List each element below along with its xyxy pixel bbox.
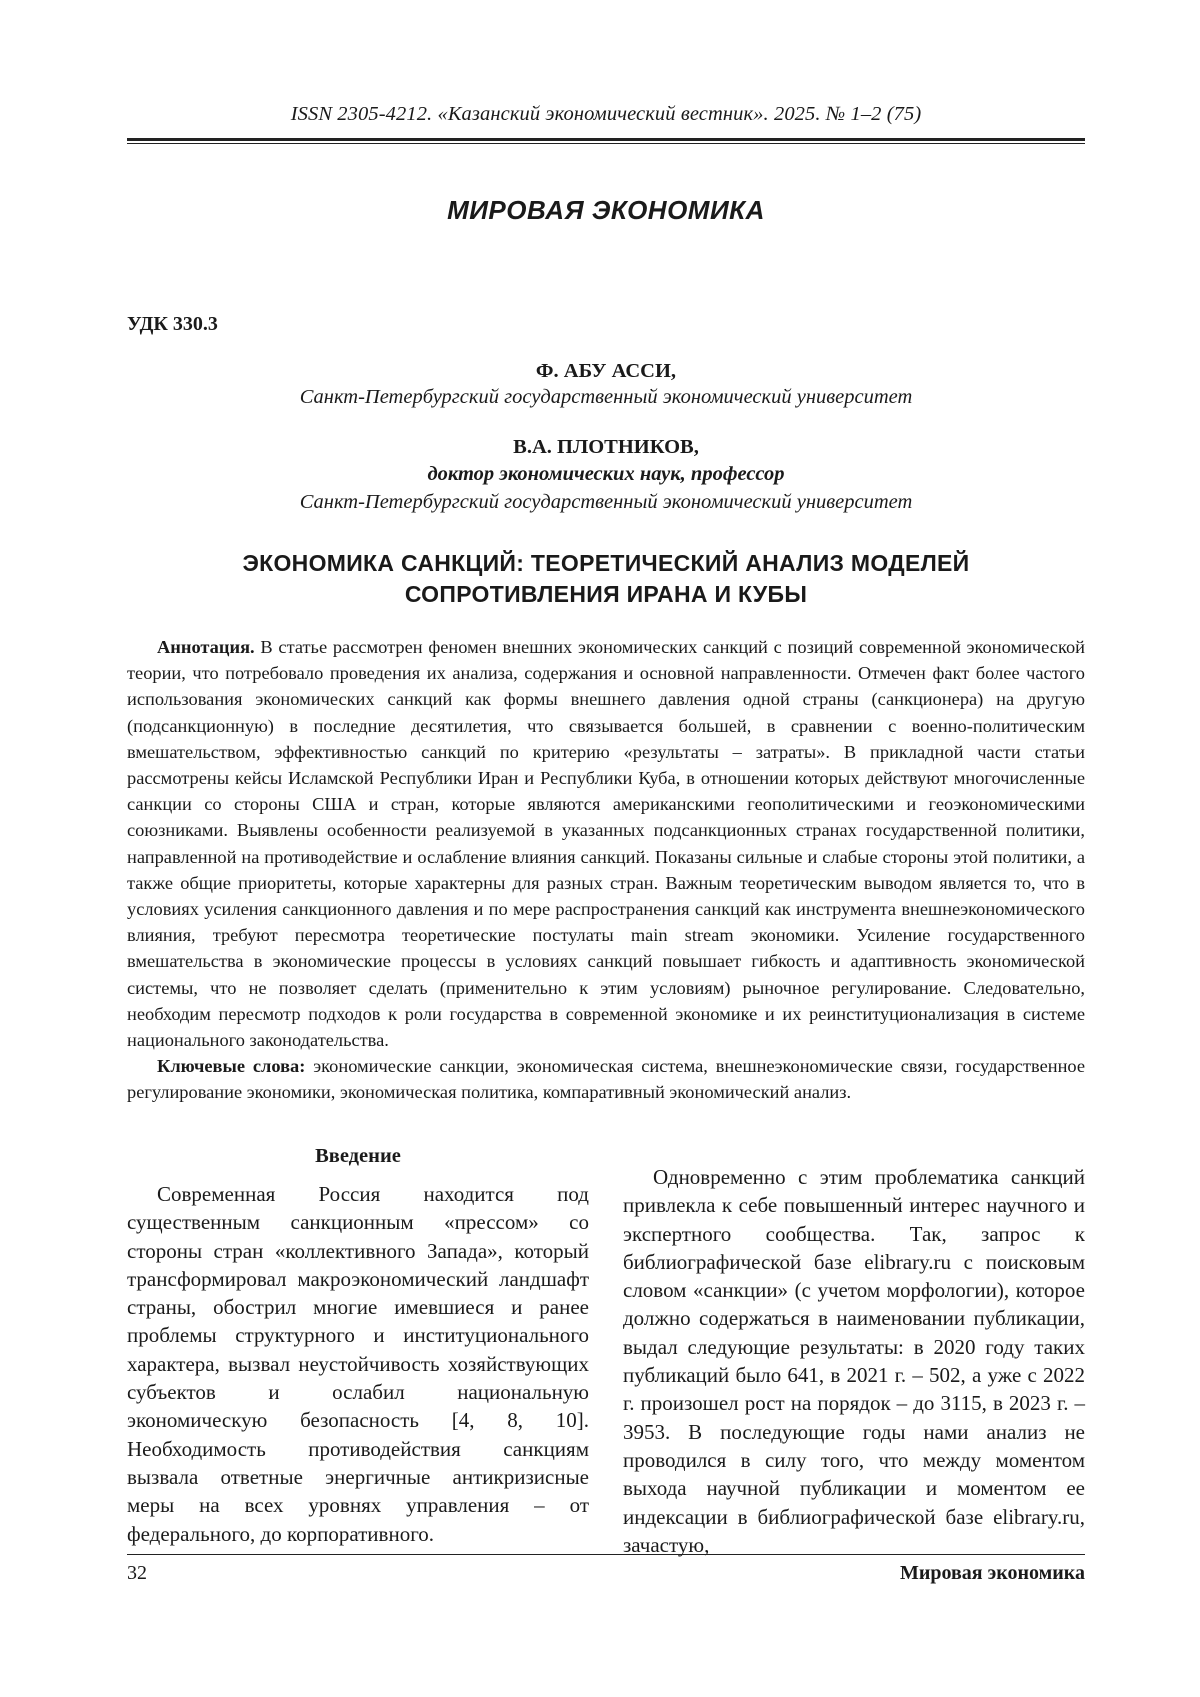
- author-2-degree: доктор экономических наук, профессор: [427, 463, 785, 485]
- abstract-text: В статье рассмотрен феномен внешних экономических санкций с позиций современной экономической теории, что потребовало проведения их анализа, содержания и основной направленности. Отмечен факт более частого использования экономических санкций как формы внешнего давления одной страны (санкционера) на другую (подсанкционную) в последние десятилетия, что связывается большей, в сравнении с военно-политическим вмешательством, эффективностью санкций по критерию «результаты – затраты». В прикладной части статьи рассмотрены кейсы Исламской Республики Иран и Республики Куба, в отношении которых действуют многочисленные санкции со стороны США и стран, которые являются американскими геополитическими и геоэкономическими союзниками. Выявлены особенности реализуемой в указанных подсанкционных странах государственной политики, направленной на противодействие и ослабление влияния санкций. Показаны сильные и слабые стороны этой политики, а также общие приоритеты, которые характерны для разных стран. Важным теоретическим выводом является то, что в условиях усиления санкционного давления и по мере распространения санкций как инструмента внешнеэкономического влияния, требуют пересмотра теоретические постулаты main stream экономики. Усиление государственного вмешательства в экономические процессы в условиях санкций повышает гибкость и адаптивность экономической системы, что не позволяет сделать (применительно к этим условиям) рыночное регулирование. Следовательно, необходим пересмотр подходов к роли государства в современной экономике и их реинституционализация в системе национального законодательства.: [127, 637, 1085, 1051]
- abstract-paragraph: [127, 634, 1085, 1053]
- keywords-label: Ключевые слова:: [157, 1056, 306, 1077]
- intro-right-paragraph: Одновременно с этим проблематика санкций привлекла к себе повышенный интерес научного и экспертного сообщества. Так, запрос к библиографической базе elibrary.ru с поисковым словом «санкции» (с учетом морфологии), которое должно содержаться в наименовании публикации, выдал следующие результаты: в 2020 году таких публикаций было 641, в 2021 г. – 502, а уже с 2022 г. произошел рост на порядок – до 3115, в 2023 г. – 3953. В последующие годы нами анализ не проводился в силу того, что между моментом выхода научной публикации и моментом ее индексации в библиографической базе elibrary.ru, зачастую,: [623, 1165, 1085, 1557]
- footer-rule: [127, 1554, 1085, 1555]
- abstract-block: [127, 634, 1085, 1106]
- intro-heading: Введение: [315, 1145, 401, 1167]
- udk-code: УДК 330.3: [127, 313, 218, 335]
- page-number: 32: [127, 1562, 147, 1584]
- author-1-affiliation: Санкт-Петербургский государственный экономический университет: [299, 386, 913, 408]
- right-column: [623, 1163, 1085, 1559]
- keywords-text: экономические санкции, экономическая система, внешнеэкономические связи, государственное регулирование экономики, экономическая политика, компаративный экономический анализ.: [127, 1056, 1086, 1103]
- article-title-line-2: СОПРОТИВЛЕНИЯ ИРАНА И КУБЫ: [404, 581, 808, 607]
- author-2-affiliation: Санкт-Петербургский государственный экономический университет: [299, 491, 913, 513]
- section-title: МИРОВАЯ ЭКОНОМИКА: [447, 195, 765, 225]
- footer-section-name: Мировая экономика: [899, 1562, 1085, 1584]
- journal-header: ISSN 2305-4212. «Казанский экономический вестник». 2025. № 1–2 (75): [290, 103, 922, 125]
- author-2-name: В.А. ПЛОТНИКОВ,: [513, 436, 699, 458]
- left-column: [127, 1180, 589, 1548]
- article-title: [127, 548, 1085, 610]
- article-title-line-1: ЭКОНОМИКА САНКЦИЙ: ТЕОРЕТИЧЕСКИЙ АНАЛИЗ МОДЕЛЕЙ: [242, 550, 970, 576]
- abstract-label: Аннотация.: [157, 637, 255, 657]
- intro-left-paragraph: Современная Россия находится под существенным санкционным «прессом» со стороны стран «коллективного Запада», который трансформировал макроэкономический ландшафт страны, обострил многие имевшиеся и ранее проблемы структурного и институционального характера, вызвал неустойчивость хозяйствующих субъектов и ослабил национальную экономическую безопасность [4, 8, 10]. Необходимость противодействия санкциям вызвала ответные энергичные антикризисные меры на всех уровнях управления – от федерального, до корпоративного.: [127, 1182, 589, 1546]
- header-rule-thick: [127, 138, 1085, 141]
- author-1-name: Ф. АБУ АССИ,: [535, 360, 677, 382]
- header-rule-thin: [127, 143, 1085, 144]
- keywords-paragraph: [127, 1053, 1085, 1105]
